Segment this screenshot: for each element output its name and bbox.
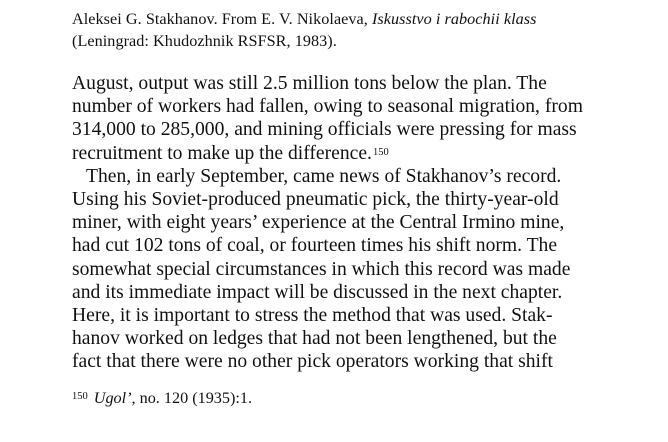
text-line: miner, with eight years’ experience at the Central Irmino mine, — [72, 212, 565, 234]
caption-book-title: Iskusstvo i rabochii klass — [371, 10, 537, 28]
text-line: 314,000 to 285,000, and mining officials were pressing for mass — [72, 119, 577, 141]
footnote-number: 150 — [72, 391, 88, 402]
footnote-reference[interactable]: 150 — [372, 146, 389, 158]
text-line-with-footnote — [72, 142, 662, 165]
text-line: recruitment to make up the difference. — [72, 142, 372, 164]
text-line: August, output was still 2.5 million tons below the plan. The — [72, 73, 547, 94]
text-line: Here, it is important to stress the method that was used. Stak- — [72, 305, 553, 327]
caption-line-1 — [72, 8, 662, 30]
footnote-source-title: Ugol’ — [93, 389, 132, 407]
caption-line-2: (Leningrad: Khudozhnik RSFSR, 1983). — [72, 32, 337, 50]
text-line: Then, in early September, came news of Stakhanov’s record. — [86, 165, 562, 187]
footnote — [72, 387, 662, 409]
text-line: somewhat special circumstances in which this record was made — [72, 258, 571, 280]
text-line: fact that there were no other pick operators working that shift — [72, 351, 553, 373]
paragraph-1 — [72, 72, 662, 165]
text-line: had cut 102 tons of coal, or fourteen times his shift norm. The — [72, 235, 558, 257]
text-line: Using his Soviet-produced pneumatic pick, the thirty-year-old — [72, 189, 559, 211]
text-line: number of workers had fallen, owing to seasonal migration, from — [72, 96, 583, 118]
caption-attribution: Aleksei G. Stakhanov. From E. V. Nikolaeva, — [72, 10, 372, 28]
figure-caption — [72, 8, 662, 52]
text-line: and its immediate impact will be discussed in the next chapter. — [72, 281, 563, 303]
paragraph-2 — [72, 165, 662, 374]
body-text — [72, 72, 662, 374]
text-line: hanov worked on ledges that had not been lengthened, but the — [72, 328, 557, 350]
footnote-source-details: , no. 120 (1935):1. — [131, 389, 253, 407]
